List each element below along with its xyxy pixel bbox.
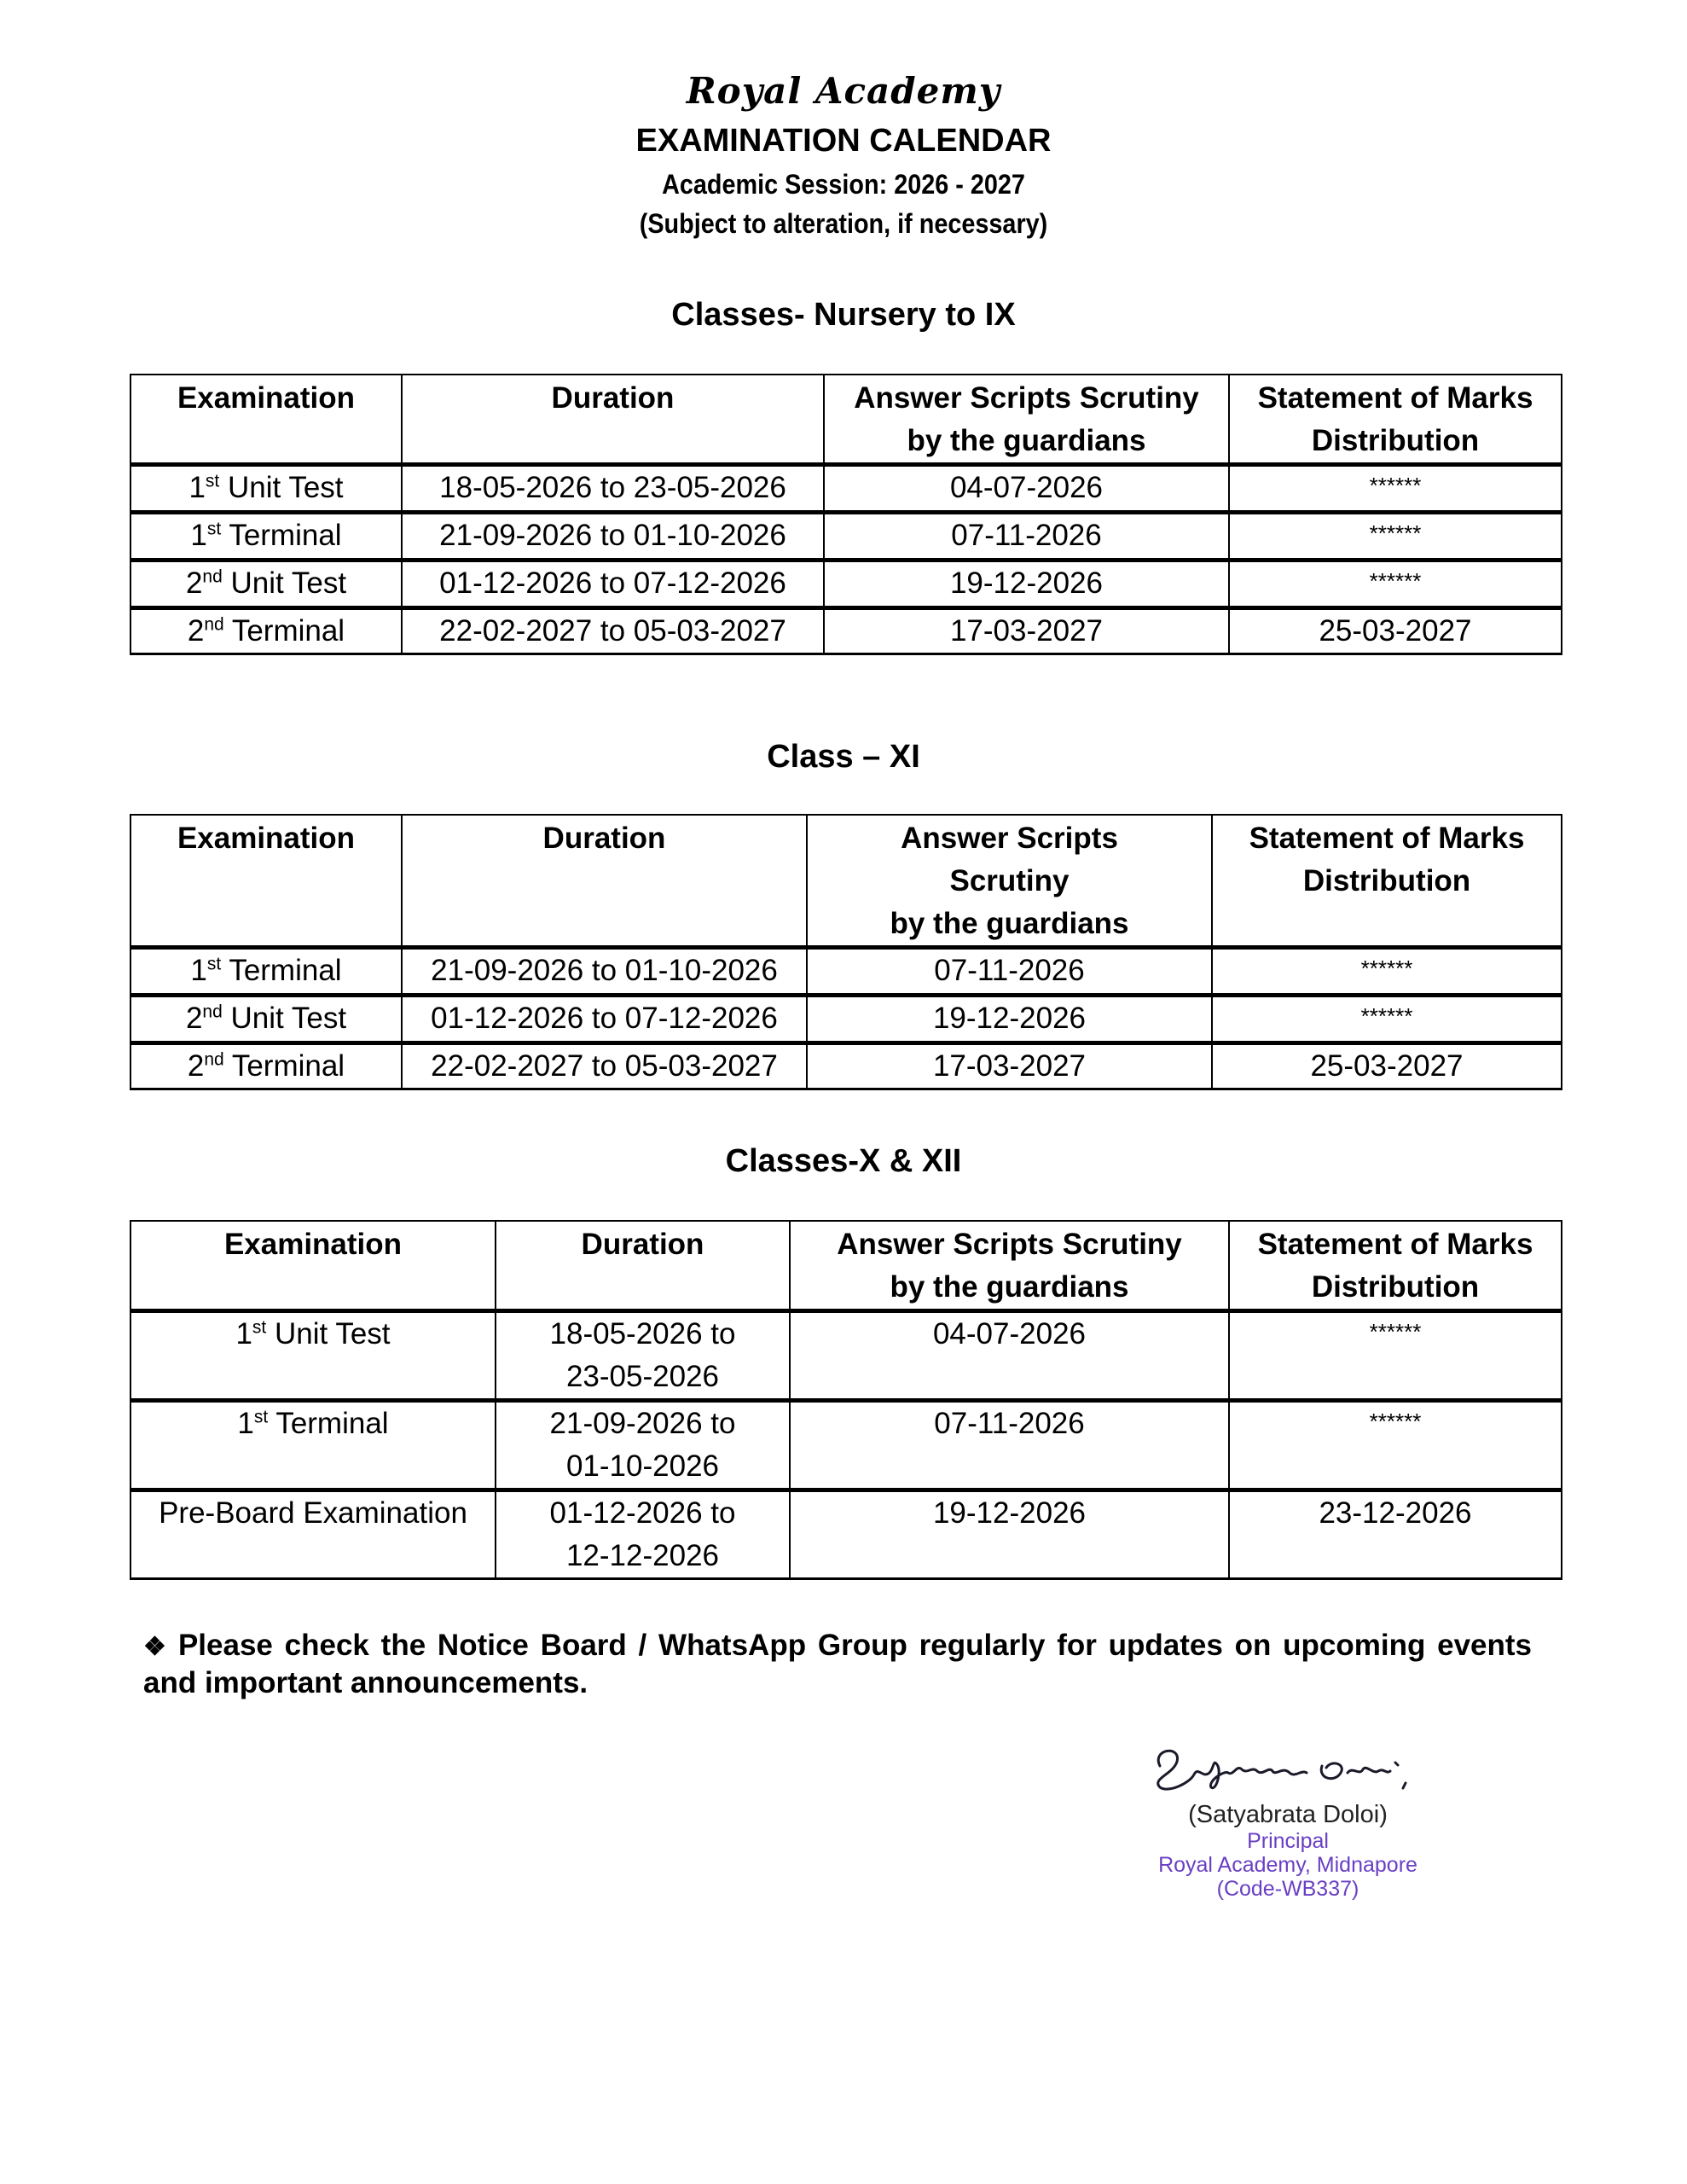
exam-table-nursery-ix [130, 374, 1562, 655]
table-row [130, 1401, 1562, 1490]
institution-name: Royal Academy, Midnapore [1158, 1853, 1417, 1877]
notice-text-block [143, 1628, 1532, 1701]
scrutiny-date: 04-07-2026 [790, 1311, 1229, 1401]
exam-name: 1st Terminal [130, 513, 402, 561]
table-row [130, 1043, 1562, 1089]
exam-name: 2nd Terminal [130, 1043, 402, 1089]
marks-date: 25-03-2027 [1229, 608, 1562, 654]
col-examination: Examination [130, 815, 402, 948]
marks-date: 25-03-2027 [1212, 1043, 1562, 1089]
scrutiny-date: 17-03-2027 [824, 608, 1229, 654]
col-examination: Examination [130, 375, 402, 465]
marks-date: ****** [1229, 561, 1562, 608]
exam-duration: 21-09-2026 to 01-10-2026 [496, 1401, 790, 1490]
marks-date: ****** [1212, 948, 1562, 996]
signature-block [1109, 1740, 1467, 1901]
marks-date: ****** [1229, 1401, 1562, 1490]
exam-duration: 01-12-2026 to 07-12-2026 [402, 996, 807, 1043]
exam-name: 2nd Unit Test [130, 996, 402, 1043]
marks-date: ****** [1229, 513, 1562, 561]
exam-duration: 21-09-2026 to 01-10-2026 [402, 513, 824, 561]
exam-table-class-xi [130, 814, 1562, 1090]
exam-duration: 18-05-2026 to 23-05-2026 [496, 1311, 790, 1401]
scrutiny-date: 19-12-2026 [790, 1490, 1229, 1579]
exam-duration: 01-12-2026 to 07-12-2026 [402, 561, 824, 608]
principal-designation: Principal [1247, 1829, 1329, 1853]
section-title-classes-x-xii: Classes-X & XII [725, 1143, 962, 1179]
col-scrutiny: Answer Scripts Scrutiny by the guardians [807, 815, 1212, 948]
exam-table-classes-x-xii [130, 1220, 1562, 1580]
notice-text: Please check the Notice Board / WhatsApp Group regularly for updates on upcoming events and important announcements. [143, 1629, 1532, 1699]
section-title-nursery-ix: Classes- Nursery to IX [671, 297, 1016, 333]
table-row [130, 996, 1562, 1043]
exam-duration: 01-12-2026 to 12-12-2026 [496, 1490, 790, 1579]
table-row [130, 1311, 1562, 1401]
scrutiny-date: 07-11-2026 [790, 1401, 1229, 1490]
scrutiny-date: 07-11-2026 [824, 513, 1229, 561]
institution-code: (Code-WB337) [1216, 1877, 1359, 1901]
exam-name: Pre-Board Examination [130, 1490, 496, 1579]
exam-name: 1st Terminal [130, 948, 402, 996]
exam-name: 1st Unit Test [130, 465, 402, 513]
exam-duration: 18-05-2026 to 23-05-2026 [402, 465, 824, 513]
table-row [130, 465, 1562, 513]
scrutiny-date: 07-11-2026 [807, 948, 1212, 996]
table-header-row [130, 815, 1562, 948]
scrutiny-date: 17-03-2027 [807, 1043, 1212, 1089]
exam-duration: 22-02-2027 to 05-03-2027 [402, 1043, 807, 1089]
table-header-row [130, 375, 1562, 465]
academic-session: Academic Session: 2026 - 2027 [662, 169, 1025, 200]
marks-date: ****** [1229, 1311, 1562, 1401]
section-title-class-xi: Class – XI [767, 739, 920, 775]
scrutiny-date: 04-07-2026 [824, 465, 1229, 513]
exam-duration: 21-09-2026 to 01-10-2026 [402, 948, 807, 996]
exam-name: 2nd Unit Test [130, 561, 402, 608]
col-examination: Examination [130, 1221, 496, 1311]
exam-name: 1st Terminal [130, 1401, 496, 1490]
school-name: Royal Academy [686, 70, 1001, 112]
col-marks-distribution: Statement of Marks Distribution [1229, 375, 1562, 465]
table-row [130, 948, 1562, 996]
col-scrutiny: Answer Scripts Scrutiny by the guardians [790, 1221, 1229, 1311]
col-marks-distribution: Statement of Marks Distribution [1212, 815, 1562, 948]
marks-date: ****** [1212, 996, 1562, 1043]
exam-name: 1st Unit Test [130, 1311, 496, 1401]
document-title: EXAMINATION CALENDAR [635, 123, 1052, 159]
exam-name: 2nd Terminal [130, 608, 402, 654]
principal-name: (Satyabrata Doloi) [1188, 1801, 1388, 1828]
table-row [130, 1490, 1562, 1579]
marks-date: 23-12-2026 [1229, 1490, 1562, 1579]
diamond-bullet-icon: ❖ [143, 1633, 170, 1661]
handwritten-signature-icon [1143, 1740, 1433, 1800]
col-duration: Duration [496, 1221, 790, 1311]
col-marks-distribution: Statement of Marks Distribution [1229, 1221, 1562, 1311]
scrutiny-date: 19-12-2026 [824, 561, 1229, 608]
col-scrutiny: Answer Scripts Scrutiny by the guardians [824, 375, 1229, 465]
table-row [130, 513, 1562, 561]
scrutiny-date: 19-12-2026 [807, 996, 1212, 1043]
table-header-row [130, 1221, 1562, 1311]
table-row [130, 561, 1562, 608]
col-duration: Duration [402, 815, 807, 948]
alteration-note: (Subject to alteration, if necessary) [639, 208, 1048, 239]
marks-date: ****** [1229, 465, 1562, 513]
col-duration: Duration [402, 375, 824, 465]
table-row [130, 608, 1562, 654]
exam-duration: 22-02-2027 to 05-03-2027 [402, 608, 824, 654]
